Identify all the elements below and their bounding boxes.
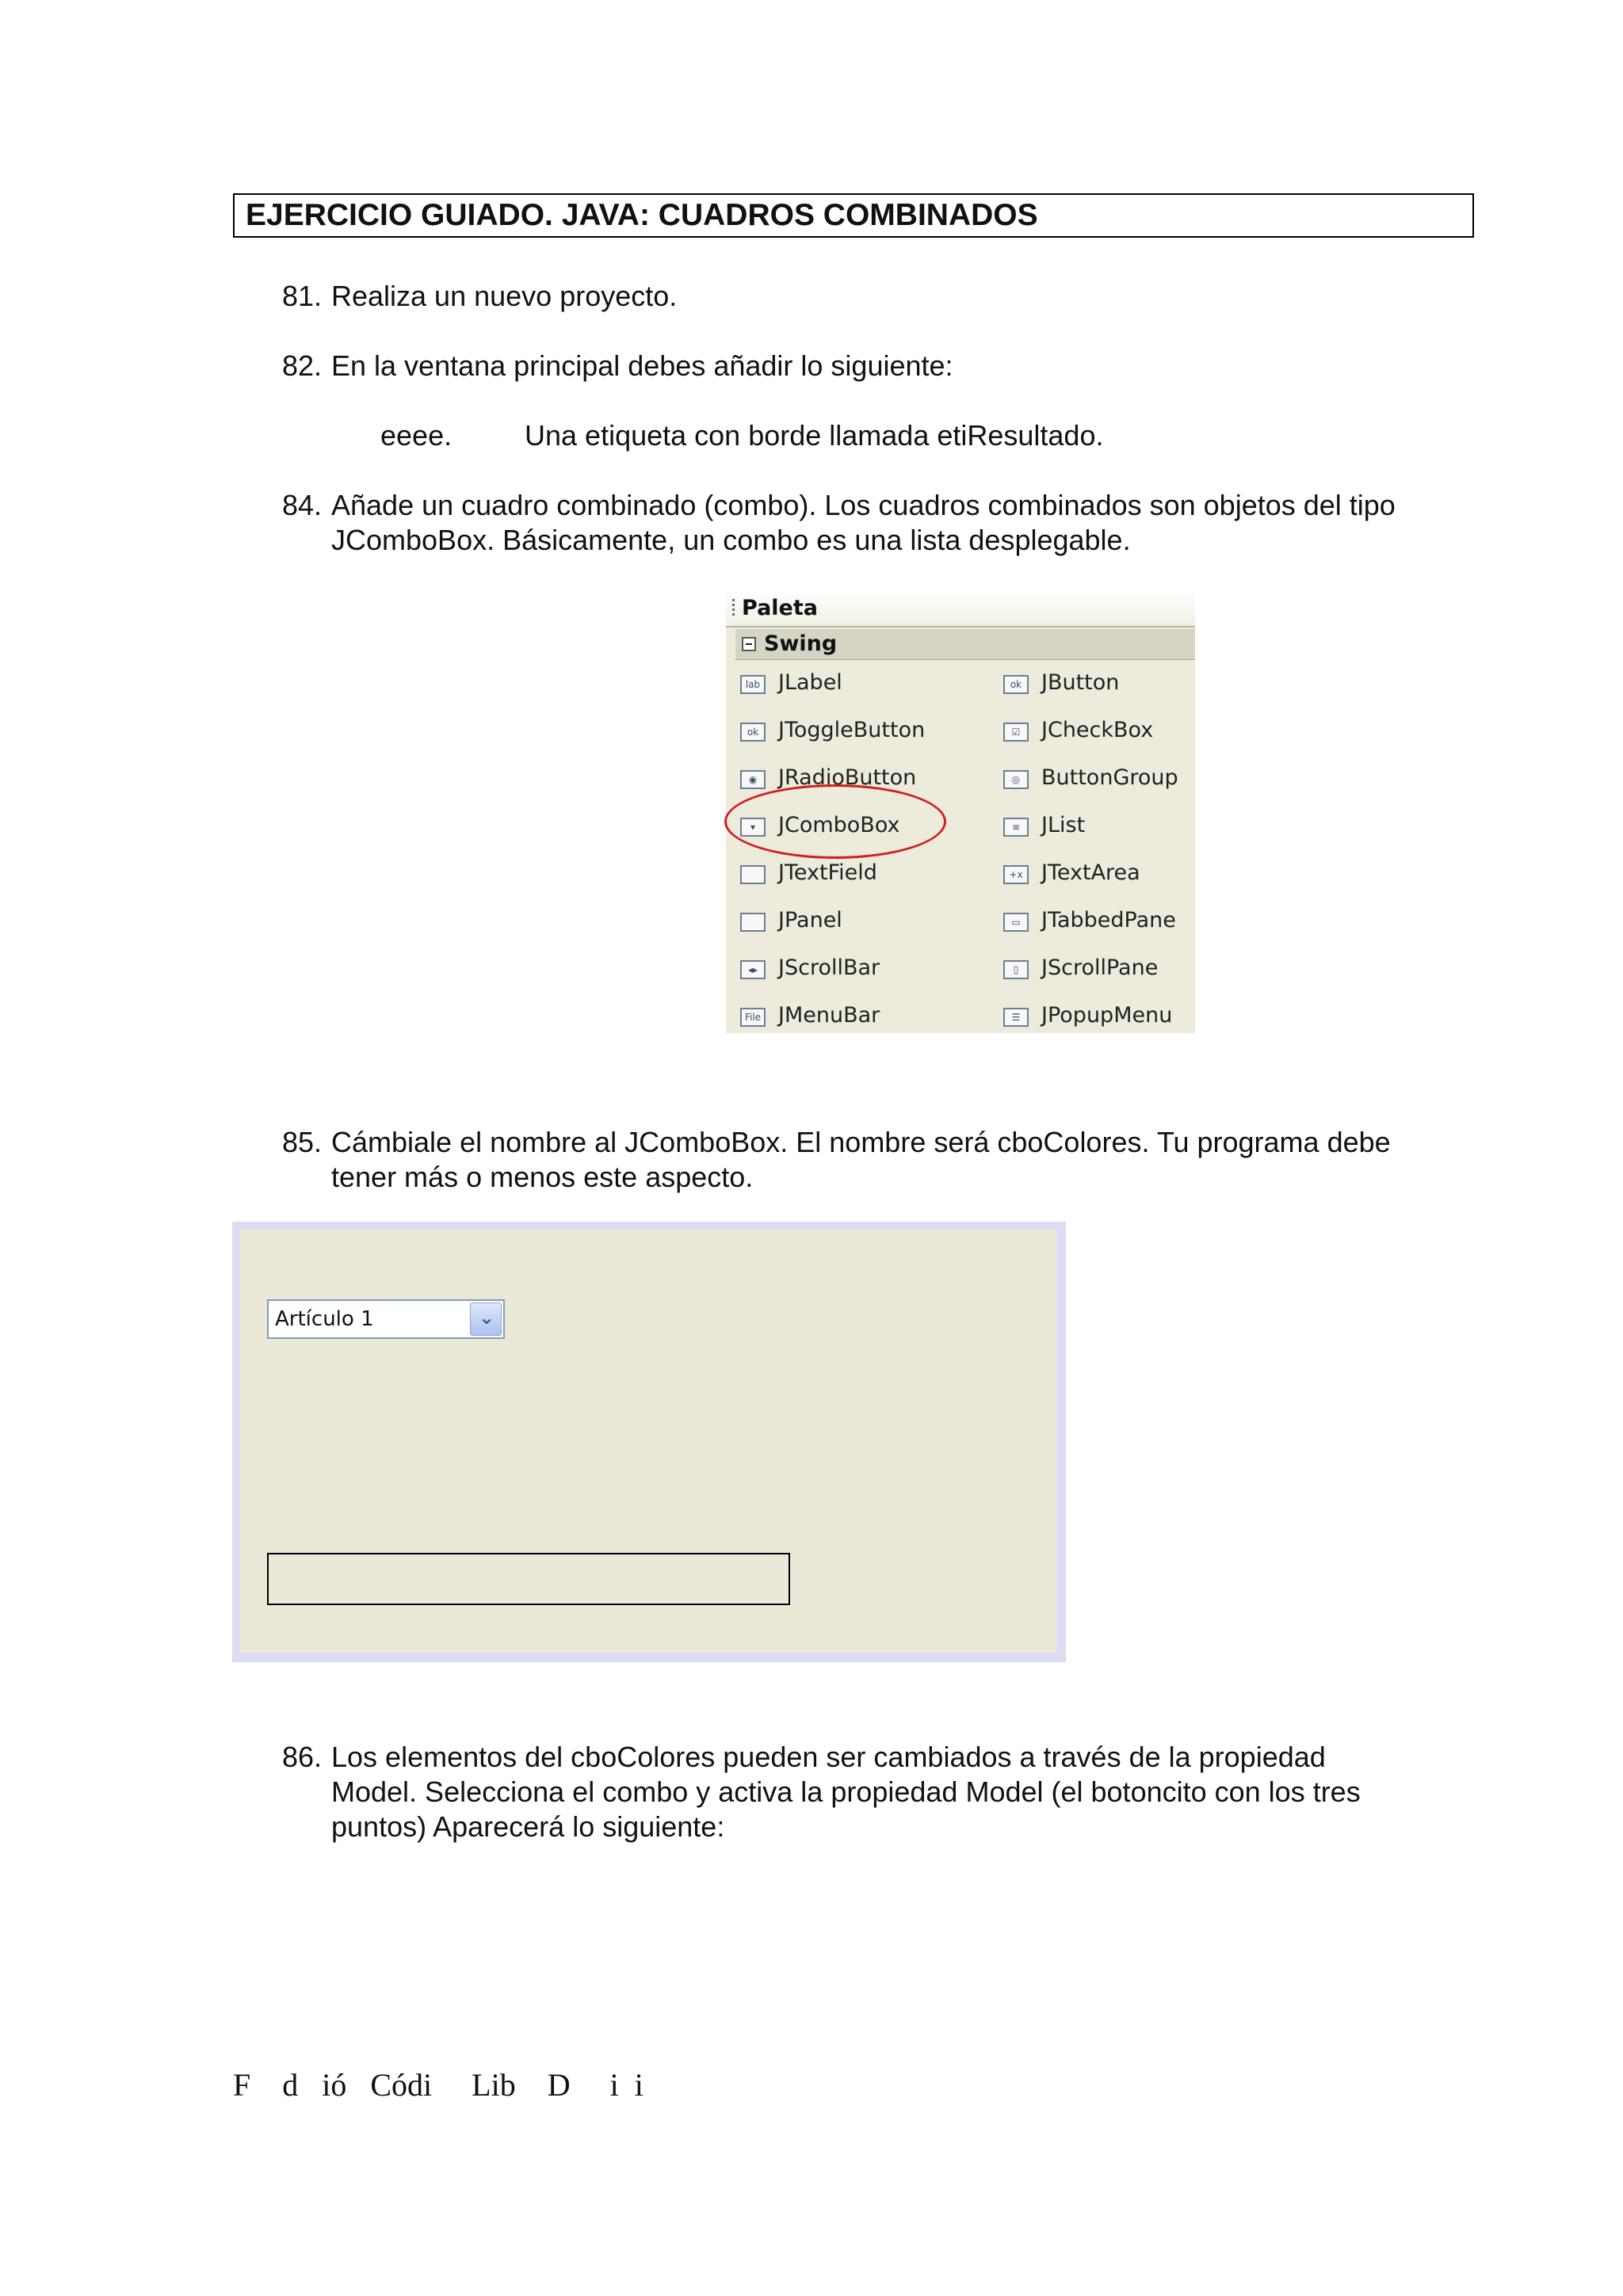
step-text-line-1: Cámbiale el nombre al JComboBox. El nombre será cboColores. Tu programa debe [331, 1126, 1391, 1158]
palette-item-label: JPanel [778, 908, 842, 933]
palette-item-label: JTextField [778, 860, 877, 885]
jpanel-icon [740, 913, 766, 932]
palette-item-label: JToggleButton [778, 718, 926, 742]
palette-item-label: JTextArea [1041, 860, 1140, 885]
program-content-pane [240, 1230, 1056, 1653]
step-number: 84. [282, 489, 323, 521]
grip-icon [732, 599, 735, 618]
palette-item-label: JMenuBar [778, 1003, 880, 1028]
page-footer: F d ió Códi Lib D i i [233, 2067, 643, 2103]
palette-item-jtextarea[interactable] [1003, 859, 1186, 895]
jradiobutton-icon: ◉ [740, 770, 766, 789]
palette-item-buttongroup[interactable] [1003, 764, 1186, 800]
step-number: 85. [282, 1126, 323, 1158]
palette-category-swing[interactable] [735, 629, 1195, 660]
palette-item-jpopupmenu[interactable] [1003, 1001, 1186, 1033]
program-window-screenshot [232, 1222, 1066, 1662]
step-text: En la ventana principal debes añadir lo siguiente: [331, 349, 953, 382]
sub-item-marker: eeee. [380, 419, 453, 452]
sub-item-text: Una etiqueta con borde llamada etiResultado. [525, 419, 1104, 452]
palette-category-label: Swing [764, 631, 838, 656]
step-number: 86. [282, 1741, 323, 1773]
palette-item-jtabbedpane[interactable] [1003, 906, 1186, 943]
palette-item-label: JButton [1041, 670, 1120, 695]
palette-item-label: ButtonGroup [1041, 765, 1178, 790]
step-text-line-2: tener más o menos este aspecto. [331, 1161, 754, 1193]
palette-item-label: JPopupMenu [1041, 1003, 1173, 1028]
palette-item-label: JRadioButton [778, 765, 917, 790]
eti-resultado-label [267, 1553, 790, 1605]
jpopupmenu-icon: ☰ [1003, 1008, 1029, 1027]
palette-item-jscrollbar[interactable] [740, 954, 922, 990]
jscrollbar-icon: ◂▸ [740, 960, 766, 979]
jlabel-icon: lab [740, 675, 766, 694]
palette-item-jlist[interactable] [1003, 811, 1186, 848]
jcheckbox-icon: ☑ [1003, 723, 1029, 742]
jscrollpane-icon: ▯ [1003, 960, 1029, 979]
step-text: Realiza un nuevo proyecto. [331, 280, 678, 312]
buttongroup-icon: ◎ [1003, 770, 1029, 789]
step-text-line-1: Los elementos del cboColores pueden ser cambiados a través de la propiedad [331, 1741, 1326, 1773]
step-number: 81. [282, 280, 323, 312]
combo-selected-value: Artículo 1 [275, 1307, 374, 1331]
palette-item-label: JTabbedPane [1041, 908, 1176, 933]
jtextarea-icon: +x [1003, 865, 1029, 884]
palette-item-jtogglebutton[interactable] [740, 716, 926, 753]
step-text-line-1: Añade un cuadro combinado (combo). Los cuadros combinados son objetos del tipo [331, 489, 1396, 521]
chevron-down-icon: ⌄ [479, 1306, 495, 1329]
palette-item-jtextfield[interactable] [740, 859, 922, 895]
step-text-line-2: JComboBox. Básicamente, un combo es una lista desplegable. [331, 524, 1131, 556]
jlist-icon: ≡ [1003, 818, 1029, 837]
palette-item-label: JCheckBox [1041, 718, 1154, 742]
palette-item-jscrollpane[interactable] [1003, 954, 1186, 990]
jcombobox-icon: ▾ [740, 818, 766, 837]
palette-item-jmenubar[interactable] [740, 1001, 922, 1033]
jtabbedpane-icon: ▭ [1003, 913, 1029, 932]
collapse-icon[interactable] [742, 637, 756, 651]
combo-dropdown-button[interactable] [470, 1302, 502, 1336]
palette-item-label: JScrollBar [778, 955, 880, 980]
palette-item-jlabel[interactable] [740, 669, 922, 705]
palette-item-label: JList [1041, 813, 1086, 837]
jtogglebutton-icon: ok [740, 723, 766, 742]
palette-item-jpanel[interactable] [740, 906, 922, 943]
jbutton-icon: ok [1003, 675, 1029, 694]
step-number: 82. [282, 349, 323, 382]
palette-item-jbutton[interactable] [1003, 669, 1186, 705]
palette-item-jcheckbox[interactable] [1003, 716, 1186, 753]
palette-item-label: JComboBox [778, 813, 900, 837]
exercise-title: EJERCICIO GUIADO. JAVA: CUADROS COMBINADOS [233, 193, 1474, 238]
palette-item-label: JLabel [778, 670, 842, 695]
palette-item-label: JScrollPane [1041, 955, 1159, 980]
palette-title: Paleta [742, 596, 818, 620]
cbo-colores-combobox[interactable] [267, 1299, 505, 1339]
jmenubar-icon: File [740, 1008, 766, 1027]
jtextfield-icon [740, 865, 766, 884]
palette-header [726, 589, 1195, 627]
step-text-line-2: Model. Selecciona el combo y activa la propiedad Model (el botoncito con los tres [331, 1775, 1361, 1808]
step-text-line-3: puntos) Aparecerá lo siguiente: [331, 1810, 725, 1843]
highlight-ellipse [724, 784, 946, 859]
